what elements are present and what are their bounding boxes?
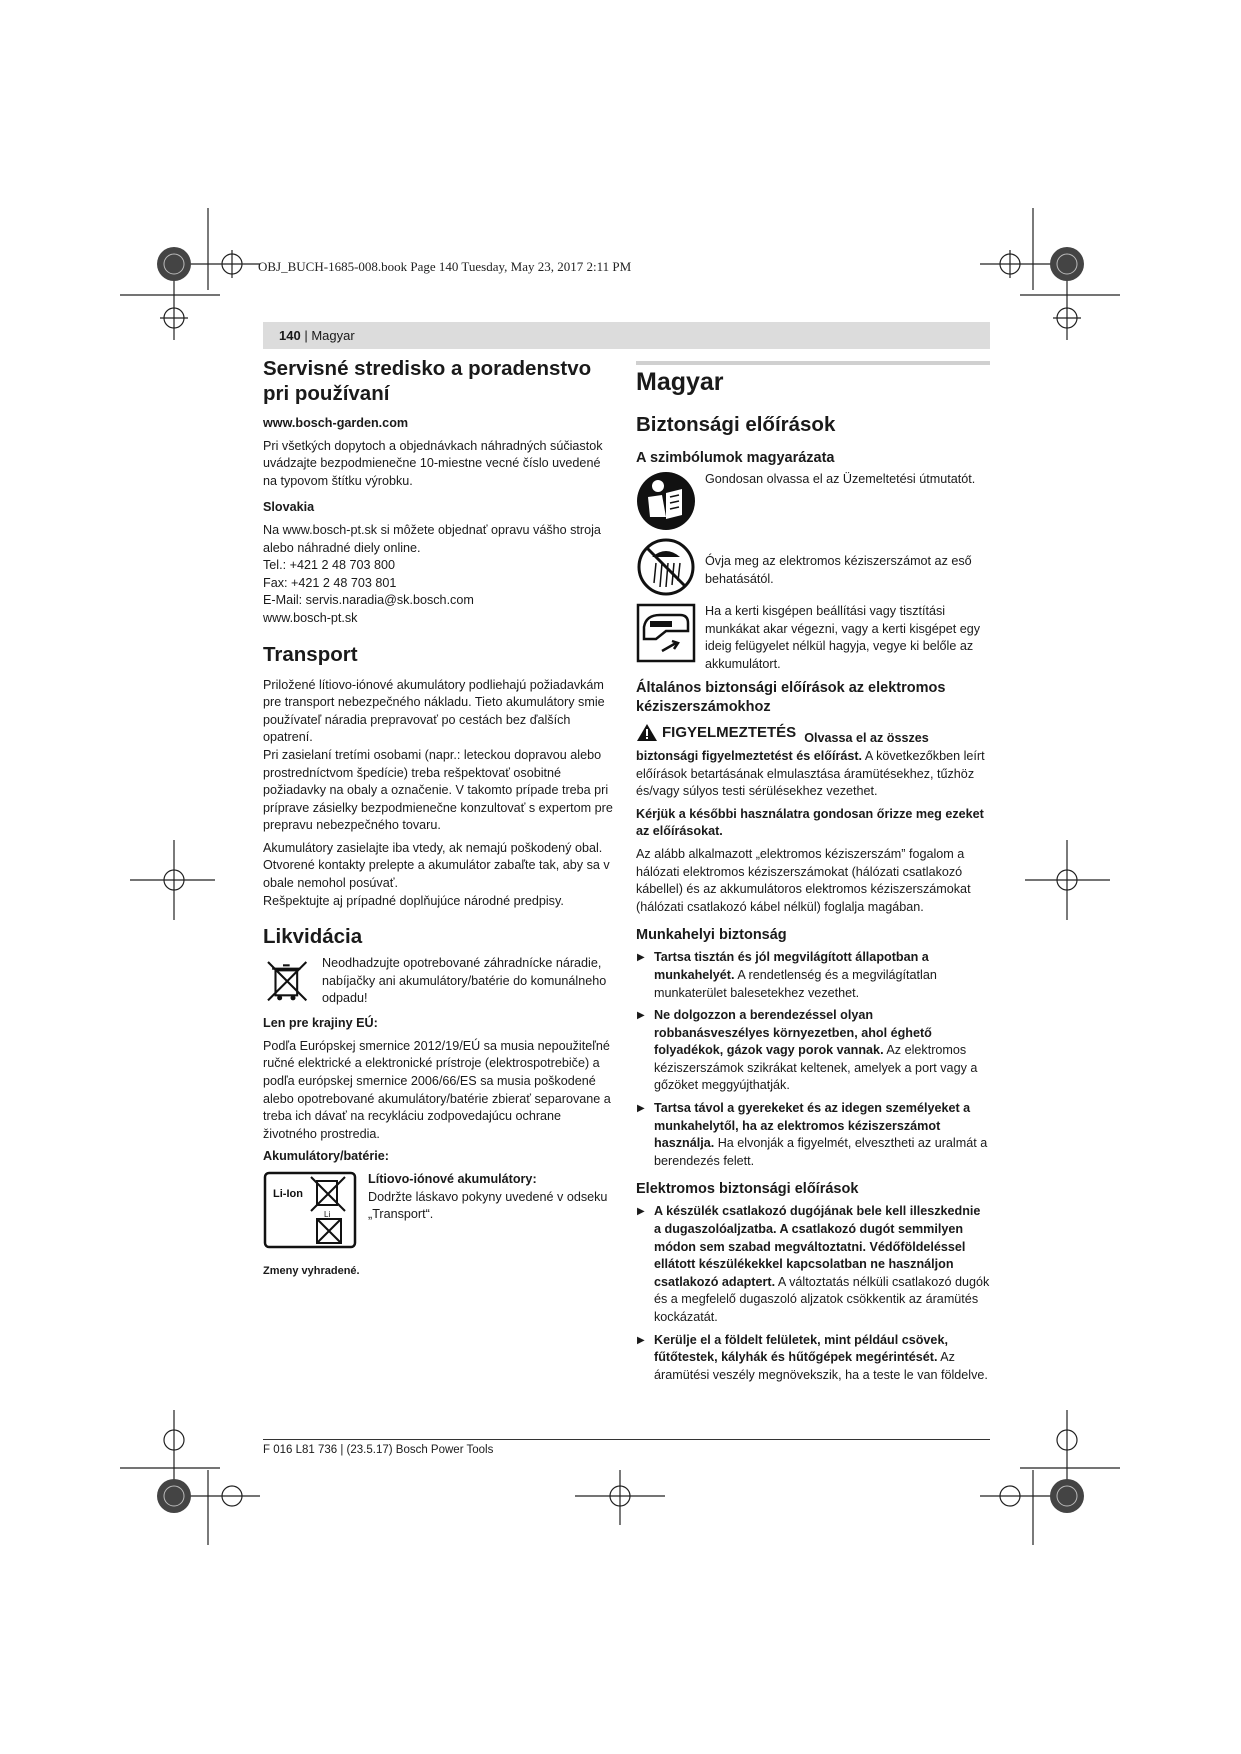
eu-text: Podľa Európskej smernice 2012/19/EÚ sa musia nepoužiteľné ručné elektrické a elektronické prístroje (elektrospotrebiče) a podľa európskej smernice 2006/66/ES sa musia poškodené alebo opotrebované akumulátory/batérie zbierať separovane a treba ich dávať na recykláciu zodpovedajúcu ochrane životného prostredia. [263, 1038, 611, 1141]
liion-title: Lítiovo-iónové akumulátory: [368, 1172, 537, 1186]
liion-text: Dodržte láskavo pokyny uvedené v odseku „Transport“. [368, 1189, 608, 1222]
symbols-title: A szimbólumok magyarázata [636, 450, 835, 466]
changes-note: Zmeny vyhradené. [263, 1265, 360, 1277]
battery-title: Akumulátory/batérie: [263, 1149, 389, 1164]
warning-icon [636, 723, 658, 742]
transport-p2: Pri zasielaní tretími osobami (napr.: leteckou dopravou alebo prostredníctvom špedície) treba rešpektovať osobitné požiadavky na obaly a označenie. V takomto prípade treba pri príprave zásielky bezpodmienečne konzultovať s expertom pre prepravu nebezpečného tovaru. [263, 747, 613, 833]
li-label: Li [324, 1210, 331, 1219]
warning-text: A következőkben leírt előírások betartásának elmulasztása áramütésekhez, tűzhöz és/vagy súlyos testi sérülésekhez vezethet. [636, 748, 985, 799]
electrical-safety-title: Elektromos biztonsági előírások [636, 1181, 859, 1198]
elec-item-1: ▶ A készülék csatlakozó dugójának bele kell illeszkednie a dugaszolóaljzatba. A csatlakozó dugót semmilyen módon sem szabad megváltoztatni. Védőföldeléssel ellátott készülékekkel kapcsolatban ne használjon csatlakozó adaptert. A változtatás nélküli csatlakozó dugók és a megfelelő dugaszoló aljzatok csökkentik az áramütés kockázatát. [636, 1203, 990, 1326]
symbol-manual-text: Gondosan olvassa el az Üzemeltetési útmutatót. [705, 472, 976, 486]
symbol-row-battery [636, 603, 990, 673]
service-title: Servisné stredisko a poradenstvo pri používaní [263, 357, 592, 405]
symbol-row-rain [636, 537, 990, 597]
contact-text: Na www.bosch-pt.sk si môžete objednať opravu vášho stroja alebo náhradné diely online. [263, 522, 601, 555]
left-column [263, 356, 615, 1281]
warning-badge [636, 723, 796, 742]
footer-text: F 016 L81 736 | (23.5.17) Bosch Power Tools [263, 1444, 494, 1456]
symbol-battery-text: Ha a kerti kisgépen beállítási vagy tisztítási munkákat akar végezni, vagy a kerti kisgépet egy ideig felügyelet nélkül hagyja, vegye ki belőle az akkumulátort. [705, 604, 981, 671]
service-url[interactable]: www.bosch-garden.com [263, 416, 409, 430]
warning-bold: Olvassa el az összes biztonsági figyelmeztetést és előírást. [636, 731, 929, 763]
work-item-1: ▶ Tartsa tisztán és jól megvilágított állapotban a munkahelyét. A rendetlenség és a megvilágítatlan munkaterület balesetekhez vezethet. [636, 949, 990, 1002]
disposal-title: Likvidácia [263, 925, 363, 949]
keep-instructions: Kérjük a későbbi használatra gondosan őrizze meg ezeket az előírásokat. [636, 806, 984, 839]
section-rule [636, 361, 990, 365]
language-title: Magyar [636, 368, 724, 396]
remove-battery-icon [636, 603, 696, 663]
work-safety-title: Munkahelyi biztonság [636, 927, 787, 944]
term-definition: Az alább alkalmazott „elektromos kéziszerszám” fogalom a hálózati elektromos kéziszerszámokat (hálózati csatlakozó kábellel) és az akkumulátoros elektromos kéziszerszámokat (hálózati csatlakozó kábel nélkül) foglalja magában. [636, 846, 971, 914]
page-header: 140 | Magyar [263, 322, 990, 349]
read-manual-icon [636, 471, 696, 531]
header-language: Magyar [311, 328, 355, 343]
footer-rule [263, 1439, 990, 1440]
tel: Tel.: +421 2 48 703 800 [263, 558, 395, 573]
li-ion-recycling-icon [263, 1171, 359, 1249]
general-title: Általános biztonsági előírások az elektromos kéziszerszámokhoz [636, 680, 946, 716]
transport-title: Transport [263, 642, 358, 666]
right-column [636, 368, 990, 1389]
transport-p3: Akumulátory zasielajte iba vtedy, ak nemajú poškodený obal. Otvorené kontakty prelepte a akumulátor zabaľte tak, aby sa v obale nemohol posúvať. [263, 840, 610, 891]
work-item-2: ▶ Ne dolgozzon a berendezéssel olyan robbanásveszélyes környezetben, ahol éghető folyadékok, gázok vagy porok vannak. Az elektromos kéziszerszámok szikrákat keltenek, amelyek a port vagy a gőzöket meggyújthatják. [636, 1007, 990, 1095]
warning-label: FIGYELMEZTETÉS [662, 724, 797, 742]
transport-p1: Priložené lítiovo-iónové akumulátory podliehajú požiadavkám pre transport nebezpečného nákladu. Tieto akumulátory smie používateľ náradia prepravovať po cestách bez ďalších opatrení. [263, 677, 605, 745]
elec-item-2: ▶ Kerülje el a földelt felületek, mint például csövek, fűtőtestek, kályhák és hűtőgépek megérintését. Az áramütési veszély megnövekszik, ha a teste le van földelve. [636, 1332, 990, 1385]
symbol-row-manual [636, 471, 990, 531]
work-item-3: ▶ Tartsa távol a gyerekeket és az idegen személyeket a munkahelytől, ha az elektromos kéziszerszámot használja. Ha elvonják a figyelmét, elvesztheti az uralmát a berendezés felett. [636, 1100, 990, 1170]
web[interactable]: www.bosch-pt.sk [263, 610, 358, 625]
eu-title: Len pre krajiny EÚ: [263, 1016, 378, 1031]
page-number: 140 [279, 328, 301, 343]
transport-p4: Rešpektujte aj prípadné doplňujúce národné predpisy. [263, 893, 564, 908]
file-info: OBJ_BUCH-1685-008.book Page 140 Tuesday, May 23, 2017 2:11 PM [258, 259, 632, 274]
country-label: Slovakia [263, 500, 315, 515]
email[interactable]: E-Mail: servis.naradia@sk.bosch.com [263, 593, 474, 608]
safety-title: Biztonsági előírások [636, 413, 836, 436]
symbol-rain-text: Óvja meg az elektromos kéziszerszámot az eső behatásától. [705, 554, 972, 586]
crossed-bin-icon [263, 955, 313, 1009]
service-text: Pri všetkých dopytoch a objednávkach náhradných súčiastok uvádzajte bezpodmienečne 10-miestne vecné číslo uvedené na typovom štítku výrobku. [263, 438, 603, 488]
disposal-text: Neodhadzujte opotrebované záhradnícke náradie, nabíjačky ani akumulátory/batérie do komunálneho odpadu! [322, 956, 607, 1006]
li-ion-label: Li-Ion [273, 1188, 303, 1200]
no-rain-icon [636, 537, 696, 597]
fax: Fax: +421 2 48 703 801 [263, 575, 397, 590]
